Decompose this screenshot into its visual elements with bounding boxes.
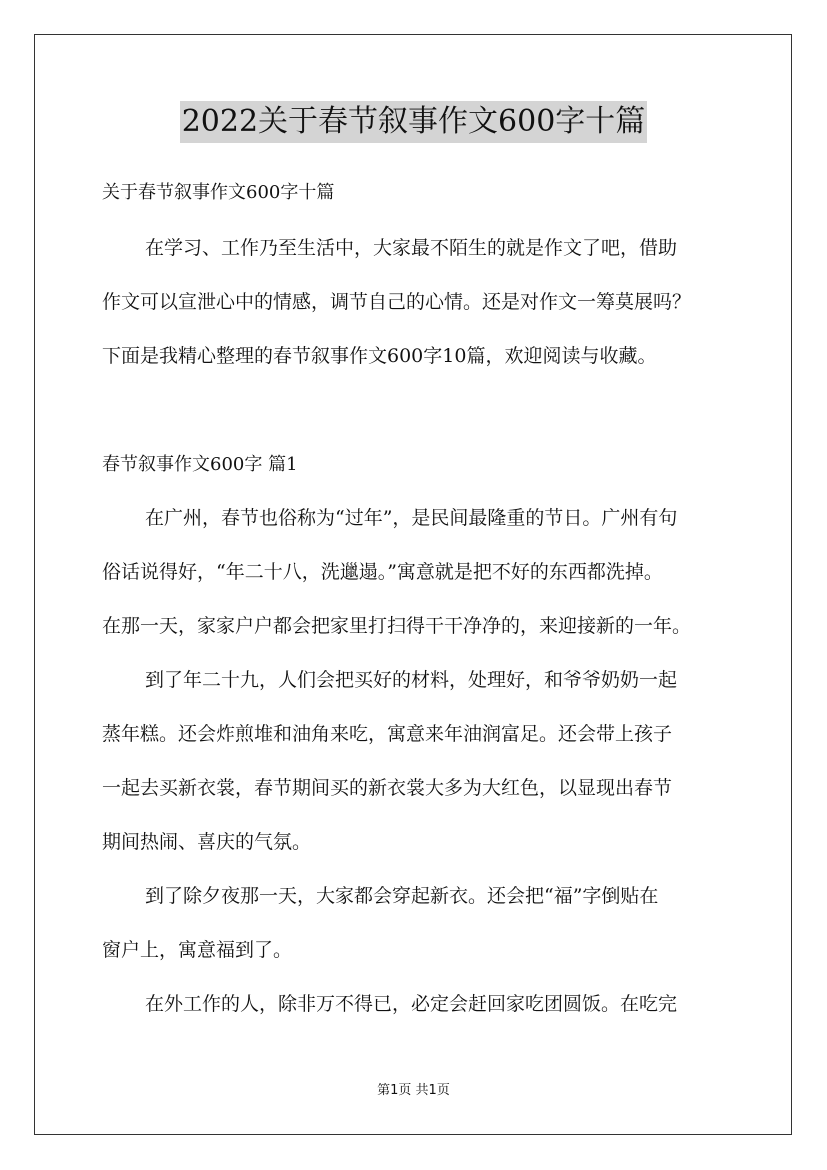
paragraph-line: 蒸年糕。还会炸煎堆和油角来吃，寓意来年油润富足。还会带上孩子 (102, 723, 673, 745)
intro-line: 作文可以宣泄心中的情感，调节自己的心情。还是对作文一筹莫展吗？ (102, 291, 692, 313)
paragraph-line: 到了除夕夜那一天，大家都会穿起新衣。还会把“福”字倒贴在 (145, 885, 659, 907)
paragraph-line: 在那一天，家家户户都会把家里打扫得干干净净的，来迎接新的一年。 (102, 615, 692, 637)
intro-line: 下面是我精心整理的春节叙事作文600字10篇，欢迎阅读与收藏。 (102, 345, 657, 367)
intro-line: 在学习、工作乃至生活中，大家最不陌生的就是作文了吧，借助 (145, 237, 678, 259)
paragraph-line: 到了年二十九，人们会把买好的材料，处理好，和爷爷奶奶一起 (145, 669, 678, 691)
paragraph-line: 俗话说得好，“年二十八，洗邋遢。”寓意就是把不好的东西都洗掉。 (102, 561, 663, 583)
title-container (0, 101, 827, 143)
document-title: 2022关于春节叙事作文600字十篇 (180, 101, 648, 143)
paragraph-line: 在广州，春节也俗称为“过年”，是民间最隆重的节日。广州有句 (145, 507, 678, 529)
paragraph-line: 窗户上，寓意福到了。 (102, 939, 293, 961)
paragraph-line: 期间热闹、喜庆的气氛。 (102, 831, 312, 853)
paragraph-line: 一起去买新衣裳，春节期间买的新衣裳大多为大红色，以显现出春节 (102, 777, 673, 799)
section-heading: 春节叙事作文600字 篇1 (102, 454, 298, 475)
page-footer: 第1页 共1页 (377, 1083, 450, 1098)
document-subtitle: 关于春节叙事作文600字十篇 (102, 182, 335, 203)
paragraph-line: 在外工作的人，除非万不得已，必定会赶回家吃团圆饭。在吃完 (145, 993, 678, 1015)
